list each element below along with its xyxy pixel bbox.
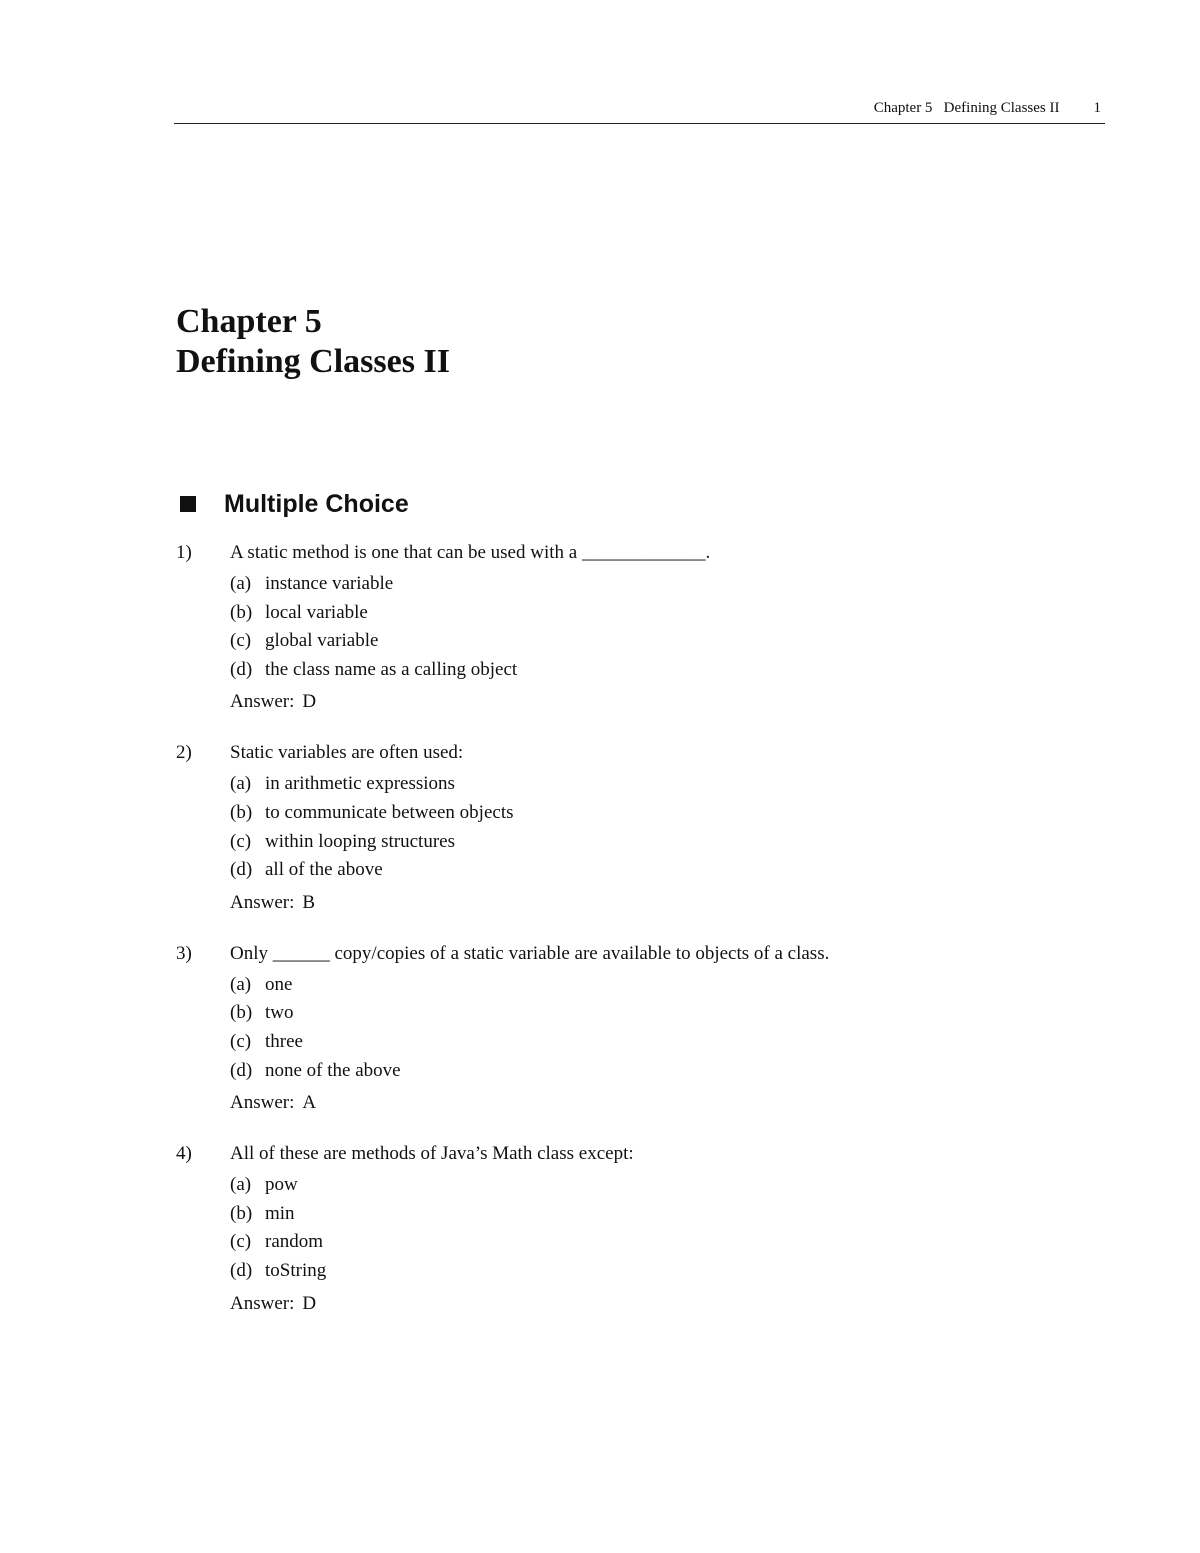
- option-letter: (c): [230, 830, 252, 852]
- option-b: [230, 999, 1076, 1028]
- option-text: none of the above: [265, 1059, 401, 1081]
- option-letter: (d): [230, 1259, 253, 1281]
- option-letter: (b): [230, 1002, 253, 1024]
- option-text: to communicate between objects: [265, 801, 514, 823]
- answer-value: B: [302, 891, 316, 913]
- option-list: [230, 570, 1076, 684]
- chapter-name: Defining Classes II: [176, 343, 450, 380]
- option-text: the class name as a calling object: [265, 658, 518, 680]
- option-letter: (d): [230, 1059, 253, 1081]
- running-header: [174, 100, 1105, 124]
- option-c: [230, 1028, 1076, 1057]
- square-bullet-icon: [180, 496, 196, 512]
- option-letter: (b): [230, 601, 253, 623]
- option-c: [230, 1228, 1076, 1257]
- answer-label: Answer:: [230, 1292, 295, 1314]
- option-text: three: [265, 1030, 303, 1052]
- option-list: [230, 770, 1076, 884]
- question-text: Static variables are often used:: [230, 742, 464, 764]
- answer-value: D: [302, 691, 317, 713]
- question-number: 4): [176, 1143, 192, 1165]
- option-c: [230, 627, 1076, 656]
- question-1: [176, 540, 1076, 716]
- option-a: [230, 770, 1076, 799]
- question-2: [176, 740, 1076, 916]
- option-c: [230, 828, 1076, 857]
- option-b: [230, 799, 1076, 828]
- option-letter: (c): [230, 630, 252, 652]
- option-d: [230, 656, 1076, 685]
- question-text: A static method is one that can be used with a _____________.: [230, 542, 711, 563]
- option-letter: (c): [230, 1231, 252, 1253]
- option-text: in arithmetic expressions: [265, 773, 455, 795]
- answer-label: Answer:: [230, 1092, 295, 1114]
- option-b: [230, 599, 1076, 628]
- chapter-number: Chapter 5: [176, 303, 322, 340]
- option-text: random: [265, 1231, 324, 1253]
- answer-line: [230, 688, 1076, 716]
- option-text: all of the above: [265, 859, 383, 881]
- question-number: 3): [176, 942, 192, 964]
- section-heading: [180, 488, 409, 520]
- option-text: global variable: [265, 630, 379, 652]
- answer-line: [230, 1290, 1076, 1318]
- option-letter: (d): [230, 859, 253, 881]
- option-letter: (b): [230, 801, 253, 823]
- section-heading-text: Multiple Choice: [224, 490, 409, 518]
- question-number: 2): [176, 742, 192, 764]
- answer-label: Answer:: [230, 891, 295, 913]
- option-text: pow: [265, 1174, 298, 1196]
- option-text: toString: [265, 1259, 327, 1281]
- option-a: [230, 971, 1076, 1000]
- option-letter: (d): [230, 658, 253, 680]
- answer-label: Answer:: [230, 691, 295, 713]
- question-4: [176, 1141, 1076, 1317]
- option-letter: (a): [230, 1174, 252, 1196]
- option-list: [230, 1171, 1076, 1285]
- option-text: min: [265, 1202, 295, 1224]
- option-letter: (a): [230, 573, 252, 594]
- option-a: [230, 1171, 1076, 1200]
- question-3: [176, 941, 1076, 1117]
- option-d: [230, 856, 1076, 885]
- option-b: [230, 1200, 1076, 1229]
- option-letter: (c): [230, 1030, 252, 1052]
- question-text: Only ______ copy/copies of a static variable are available to objects of a class.: [230, 942, 830, 964]
- option-text: within looping structures: [265, 830, 455, 852]
- option-letter: (a): [230, 973, 252, 995]
- option-list: [230, 971, 1076, 1085]
- option-a: [230, 570, 1076, 599]
- question-number: 1): [176, 542, 192, 563]
- chapter-title: [176, 302, 450, 382]
- option-text: local variable: [265, 601, 368, 623]
- option-d: [230, 1057, 1076, 1086]
- question-list: [176, 540, 1076, 1342]
- answer-line: [230, 889, 1076, 917]
- option-text: instance variable: [265, 573, 394, 594]
- answer-value: A: [302, 1092, 317, 1114]
- page-number: 1: [1093, 100, 1101, 116]
- option-letter: (b): [230, 1202, 253, 1224]
- running-header-title: Chapter 5 Defining Classes II: [873, 100, 1060, 116]
- answer-line: [230, 1089, 1076, 1117]
- answer-value: D: [302, 1292, 317, 1314]
- option-text: two: [265, 1002, 294, 1024]
- question-text: All of these are methods of Java’s Math class except:: [230, 1143, 634, 1165]
- option-d: [230, 1257, 1076, 1286]
- option-letter: (a): [230, 773, 252, 795]
- option-text: one: [265, 973, 293, 995]
